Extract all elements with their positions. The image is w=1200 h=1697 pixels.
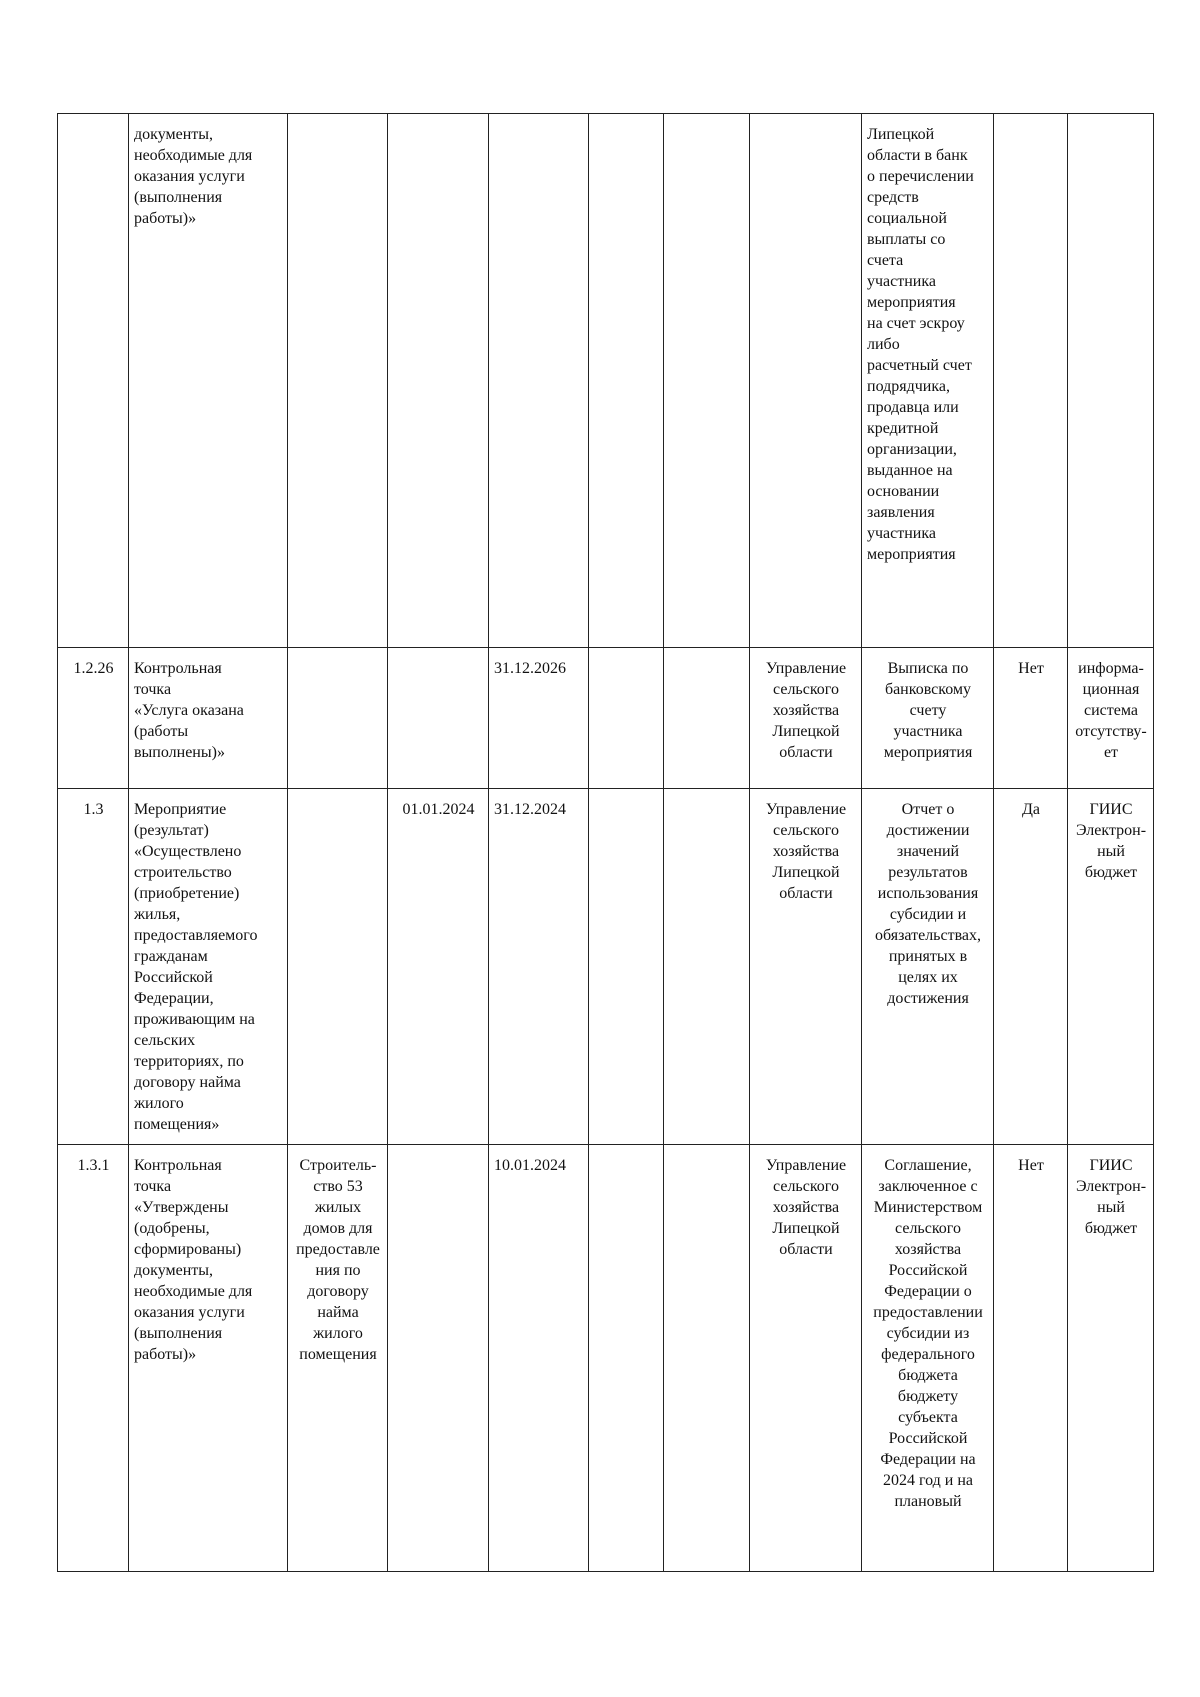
- event-name-cell: [129, 114, 288, 648]
- table-row: [58, 789, 1154, 1145]
- approval-flag: Нет: [1018, 660, 1044, 677]
- flag-cell: [994, 1145, 1068, 1572]
- table-row: [58, 114, 1154, 648]
- plan-table: [57, 113, 1154, 1572]
- information-system: ГИИС Электрон- ный бюджет: [1075, 1157, 1147, 1237]
- responsible-cell: [750, 114, 862, 648]
- start-date-cell: [388, 789, 489, 1145]
- description-cell: [288, 789, 388, 1145]
- empty-cell: [589, 114, 664, 648]
- row-number: 1.3: [83, 801, 104, 818]
- document-cell: [862, 648, 994, 789]
- start-date-cell: [388, 114, 489, 648]
- start-date-cell: [388, 1145, 489, 1572]
- document-cell: [862, 114, 994, 648]
- row-number-cell: [58, 1145, 129, 1572]
- end-date: 31.12.2024: [494, 801, 566, 818]
- event-name: Контрольная точка «Услуга оказана (работы выполнены)»: [134, 660, 244, 761]
- empty-cell: [589, 789, 664, 1145]
- responsible-cell: [750, 1145, 862, 1572]
- description: Строитель- ство 53 жилых домов для предоставле ния по договору найма жилого помещения: [296, 1157, 380, 1363]
- responsible-executor: Управление сельского хозяйства Липецкой области: [765, 660, 847, 761]
- description-cell: [288, 114, 388, 648]
- event-name: документы, необходимые для оказания услуги (выполнения работы)»: [134, 126, 253, 227]
- empty-cell: [664, 789, 750, 1145]
- table-row: [58, 1145, 1154, 1572]
- start-date: 01.01.2024: [402, 801, 475, 818]
- empty-cell: [664, 1145, 750, 1572]
- confirming-document: Выписка по банковскому счету участника мероприятия: [883, 660, 973, 761]
- end-date: 31.12.2026: [494, 660, 566, 677]
- responsible-cell: [750, 789, 862, 1145]
- document-cell: [862, 789, 994, 1145]
- approval-flag: Нет: [1018, 1157, 1044, 1174]
- system-cell: [1068, 1145, 1154, 1572]
- table-row: [58, 648, 1154, 789]
- end-date-cell: [489, 648, 589, 789]
- row-number-cell: [58, 114, 129, 648]
- end-date-cell: [489, 789, 589, 1145]
- system-cell: [1068, 114, 1154, 648]
- empty-cell: [664, 648, 750, 789]
- end-date-cell: [489, 1145, 589, 1572]
- event-name: Мероприятие (результат) «Осуществлено строительство (приобретение) жилья, предоставляемого гражданам Российской Федерации, проживающим на сельских территориях, по договору найма жилого помещения»: [134, 801, 258, 1133]
- empty-cell: [664, 114, 750, 648]
- description-cell: [288, 1145, 388, 1572]
- responsible-executor: Управление сельского хозяйства Липецкой области: [765, 1157, 847, 1258]
- flag-cell: [994, 114, 1068, 648]
- start-date-cell: [388, 648, 489, 789]
- empty-cell: [589, 1145, 664, 1572]
- row-number-cell: [58, 789, 129, 1145]
- event-name-cell: [129, 648, 288, 789]
- document-cell: [862, 1145, 994, 1572]
- event-name-cell: [129, 789, 288, 1145]
- confirming-document: Соглашение, заключенное с Министерством сельского хозяйства Российской Федерации о предоставлении субсидии из федерального бюджета бюджету субъекта Российской Федерации на 2024 год и на плановый: [873, 1157, 983, 1510]
- system-cell: [1068, 789, 1154, 1145]
- responsible-cell: [750, 648, 862, 789]
- row-number-cell: [58, 648, 129, 789]
- confirming-document: Липецкой области в банк о перечислении средств социальной выплаты со счета участника мероприятия на счет эскроу либо расчетный счет подрядчика, продавца или кредитной организации, выданное на основании заявления участника мероприятия: [867, 126, 974, 563]
- flag-cell: [994, 648, 1068, 789]
- responsible-executor: Управление сельского хозяйства Липецкой области: [765, 801, 847, 902]
- confirming-document: Отчет о достижении значений результатов использования субсидии и обязательствах, принятых в целях их достижения: [874, 801, 982, 1007]
- information-system: ГИИС Электрон- ный бюджет: [1075, 801, 1147, 881]
- event-name-cell: [129, 1145, 288, 1572]
- end-date: 10.01.2024: [494, 1157, 566, 1174]
- flag-cell: [994, 789, 1068, 1145]
- approval-flag: Да: [1021, 801, 1040, 818]
- event-name: Контрольная точка «Утверждены (одобрены, сформированы) документы, необходимые для оказания услуги (выполнения работы)»: [134, 1157, 253, 1363]
- row-number: 1.2.26: [73, 660, 114, 677]
- row-number: 1.3.1: [77, 1157, 110, 1174]
- end-date-cell: [489, 114, 589, 648]
- empty-cell: [589, 648, 664, 789]
- system-cell: [1068, 648, 1154, 789]
- description-cell: [288, 648, 388, 789]
- information-system: информа- ционная система отсутству- ет: [1075, 660, 1147, 761]
